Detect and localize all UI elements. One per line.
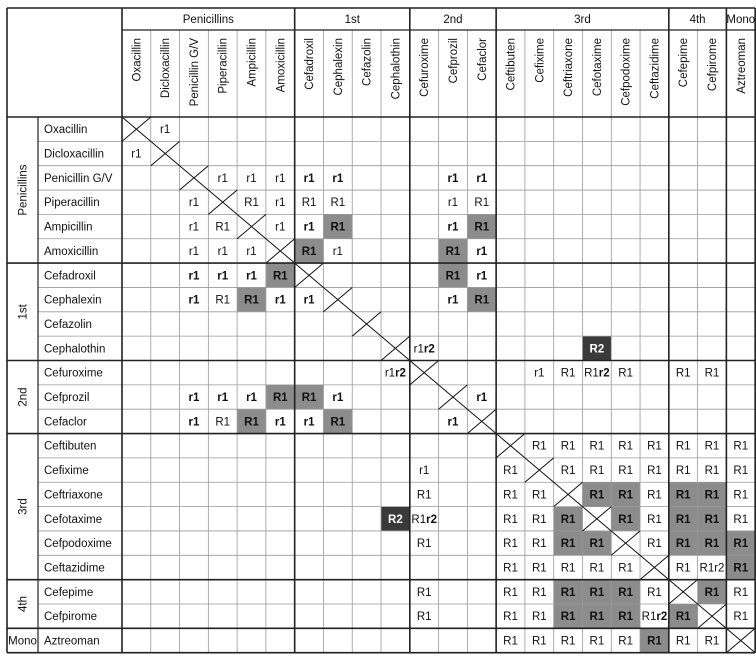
cell-value: R1 [503,465,518,478]
row-header-dicloxacillin: Dicloxacillin [44,148,105,161]
cell-value: R1 [589,611,605,624]
cell-value: R1 [589,586,605,599]
row-header-cephalothin: Cephalothin [44,343,106,356]
cell-value: r1 [131,148,142,161]
cell-value: r1r2 [413,343,435,356]
column-header-oxacillin: Oxacillin [131,38,144,82]
cell-value: R1 [416,611,432,624]
cell-value: R1 [560,562,576,575]
cell-value: R1 [301,392,317,405]
cell-value: r1 [246,270,257,283]
cell-value: R1 [560,465,576,478]
cell-value: R1 [618,465,634,478]
cell-value: r1 [476,245,488,258]
row-header-cefadroxil: Cefadroxil [44,270,96,283]
cell-value: r1 [160,124,171,137]
column-header-cefotaxime: Cefotaxime [591,38,604,97]
row-header-ampicillin: Ampicillin [44,221,93,234]
column-header-cefuroxime: Cefuroxime [419,38,432,97]
column-header-amoxicillin: Amoxicillin [275,38,288,93]
column-header-cefprozil: Cefprozil [447,38,460,84]
row-group-label-4th: 4th [17,596,30,612]
cell-value: R1 [675,611,691,624]
cell-value: R1 [215,221,231,234]
cell-value: R1 [618,562,634,575]
cell-value: R1 [704,367,720,380]
cell-value: R1 [531,440,547,453]
column-header-cefazolin: Cefazolin [361,38,374,86]
cell-value: R2 [388,513,403,526]
cell-value: R1 [531,611,547,624]
cell-value: R1 [733,489,749,502]
cell-value: R1 [330,197,346,210]
cell-value: R1 [618,635,634,648]
cell-value: R1 [272,392,288,405]
cell-value: R1 [503,635,518,648]
cell-value: R1 [301,197,317,210]
cell-value: R1 [474,294,490,307]
column-header-ceftriaxone: Ceftriaxone [563,38,576,97]
column-header-piperacillin: Piperacillin [217,37,230,94]
cell-value: r1 [188,270,200,283]
cell-value: R1 [531,513,547,526]
cell-value: r1 [246,245,257,258]
cell-value: R1 [503,489,518,502]
cell-value: R1 [704,440,720,453]
column-group-label-penicillins: Penicillins [182,14,234,26]
cell-value: R1 [647,635,662,648]
cell-value: R1 [330,221,346,234]
cell-value: R1 [704,489,720,502]
cell-value: R1 [647,513,662,526]
row-header-amoxicillin: Amoxicillin [44,245,99,258]
cell-value: R1 [733,440,749,453]
cell-value: R1 [244,416,259,429]
cell-value: R1 [704,538,720,551]
cell-value: R1 [675,440,691,453]
cell-value: r1 [447,197,459,210]
cell-value: r1 [275,172,286,185]
cell-value: R1 [675,367,691,380]
cell-value: R1 [589,562,605,575]
cell-value: R1 [589,465,605,478]
cell-value: R1 [531,635,547,648]
row-header-cefprozil: Cefprozil [44,392,90,405]
cell-value: r1 [476,172,488,185]
cell-value: R1 [647,586,662,599]
row-header-piperacillin: Piperacillin [44,197,100,210]
cell-value: r1 [303,172,315,185]
cell-value: r1 [217,392,229,405]
cell-value: r1 [303,221,315,234]
cell-value: r1 [447,294,459,307]
row-group-label-2nd: 2nd [17,387,30,407]
cell-value: r1r2 [384,367,406,380]
cell-value: R1 [445,245,461,258]
cell-value: R1 [618,440,634,453]
cell-value: R1 [675,538,691,551]
column-header-cefepime: Cefepime [678,38,691,88]
cell-value: R1 [733,586,749,599]
cell-value: R1 [589,538,605,551]
column-header-ampicillin: Ampicillin [246,38,259,87]
cell-value: r1 [188,392,200,405]
row-header-cefaclor: Cefaclor [44,416,87,429]
cell-value: r1 [303,294,315,307]
cell-value: R1 [618,611,634,624]
row-header-cefpodoxime: Cefpodoxime [44,538,112,551]
column-header-cefpirome: Cefpirome [706,38,719,92]
cell-value: R1 [733,465,749,478]
cell-value: r1 [217,270,229,283]
cell-value: R1 [647,465,662,478]
cell-value: r1 [217,245,228,258]
cell-value: R1 [503,611,518,624]
cell-value: R1 [560,611,576,624]
column-header-dicloxacillin: Dicloxacillin [160,38,173,99]
column-group-label-mono: Mono [726,14,756,26]
cell-value: r1 [476,270,488,283]
cell-value: R1 [531,562,547,575]
column-header-penicillin-g-v: Penicillin G/V [188,38,201,107]
cell-value: R1 [733,538,749,551]
column-header-ceftibuten: Ceftibuten [505,38,518,91]
cell-value: r1 [188,221,200,234]
column-group-label-4th: 4th [689,14,706,26]
cell-value: R1 [647,538,662,551]
cell-value: R1 [560,513,576,526]
row-header-cefepime: Cefepime [44,586,94,599]
cell-value: r1 [188,197,200,210]
cell-value: R1 [704,586,720,599]
cell-value: r1 [303,416,315,429]
cell-value: r1 [447,221,459,234]
cell-value: R1 [560,440,576,453]
row-group-label-1st: 1st [17,304,30,320]
row-header-ceftriaxone: Ceftriaxone [44,489,103,502]
cell-value: R1 [675,562,691,575]
cell-value: r1 [274,416,286,429]
cell-value: R1 [589,489,605,502]
cell-value: R1 [416,489,432,502]
row-group-label-penicillins: Penicillins [17,164,30,216]
cell-value: r1 [188,245,200,258]
cell-value: R1 [618,367,634,380]
cell-value: R1r2 [641,611,668,624]
cell-value: R1 [733,513,749,526]
row-header-cefpirome: Cefpirome [44,611,98,624]
row-group-label-3rd: 3rd [17,498,30,515]
cell-value: R1 [474,197,490,210]
cell-value: R1 [704,465,720,478]
cell-value: r1 [476,392,488,405]
cell-value: r1 [419,465,430,478]
cell-value: r1 [447,416,459,429]
cell-value: r1 [188,294,200,307]
cell-value: r1 [447,172,459,185]
row-header-cefotaxime: Cefotaxime [44,513,103,526]
cell-value: R1 [244,197,259,210]
cell-value: R1 [503,513,518,526]
column-header-cefixime: Cefixime [534,38,547,83]
cell-value: R1 [531,538,547,551]
cell-value: R1 [560,586,576,599]
column-header-cefaclor: Cefaclor [476,38,489,81]
cell-value: R1 [675,465,691,478]
cell-value: R1 [531,489,547,502]
row-header-cephalexin: Cephalexin [44,294,102,307]
cell-value: R1 [560,635,576,648]
row-header-ceftibuten: Ceftibuten [44,440,97,453]
cell-value: R1 [503,538,518,551]
cell-value: R1r2 [699,562,725,575]
cell-value: R1 [301,245,317,258]
cell-value: R2 [589,343,605,356]
cell-value: r1 [217,172,228,185]
cell-value: R1 [560,367,576,380]
cell-value: r1 [332,245,343,258]
cell-value: R1 [675,513,691,526]
cell-value: R1 [733,611,749,624]
cell-value: R1 [675,635,691,648]
cell-value: R1 [589,440,605,453]
cell-value: r1 [332,172,344,185]
cell-value: r1 [275,197,286,210]
cell-value: R1 [416,586,432,599]
cell-value: R1 [618,513,634,526]
column-group-label-3rd: 3rd [574,14,591,26]
cell-value: R1r2 [411,513,437,526]
cell-value: R1 [675,489,691,502]
row-header-cefuroxime: Cefuroxime [44,367,103,380]
cell-value: R1 [704,513,720,526]
column-group-label-1st: 1st [344,14,360,26]
row-header-penicillin-g-v: Penicillin G/V [44,172,113,185]
cell-value: R1r2 [584,367,610,380]
cell-value: R1 [618,586,634,599]
cell-value: r1 [275,221,286,234]
row-group-label-mono: Mono [8,635,37,648]
cell-value: r1 [534,367,545,380]
cell-value: r1 [188,416,200,429]
row-header-cefazolin: Cefazolin [44,318,92,331]
cell-value: R1 [704,635,720,648]
column-header-aztreoman: Aztreoman [735,38,748,94]
cell-value: r1 [246,392,257,405]
column-header-cefpodoxime: Cefpodoxime [620,38,633,106]
cell-value: R1 [272,270,288,283]
cell-value: R1 [330,416,346,429]
cell-value: R1 [215,294,231,307]
cell-value: r1 [274,294,286,307]
cell-value: R1 [503,562,518,575]
cell-value: R1 [244,294,259,307]
cell-value: R1 [647,489,662,502]
cell-value: R1 [560,538,576,551]
cell-value: R1 [531,586,547,599]
cell-value: R1 [445,270,461,283]
column-header-ceftazidime: Ceftazidime [649,38,662,99]
row-header-cefixime: Cefixime [44,465,89,478]
column-header-cephalothin: Cephalothin [390,38,403,100]
row-header-oxacillin: Oxacillin [44,124,88,137]
row-header-aztreoman: Aztreoman [44,635,100,648]
column-header-cephalexin: Cephalexin [332,38,345,96]
column-header-cefadroxil: Cefadroxil [304,38,317,90]
cell-value: R1 [589,635,605,648]
cell-value: R1 [647,440,662,453]
cell-value: R1 [618,489,634,502]
column-group-label-2nd: 2nd [443,14,463,26]
cell-value: r1 [246,172,257,185]
cell-value: R1 [474,221,490,234]
cell-value: R1 [503,586,518,599]
row-header-ceftazidime: Ceftazidime [44,562,105,575]
cell-value: R1 [416,538,432,551]
cell-value: R1 [733,562,749,575]
cell-value: r1 [332,392,344,405]
cell-value: R1 [215,416,231,429]
